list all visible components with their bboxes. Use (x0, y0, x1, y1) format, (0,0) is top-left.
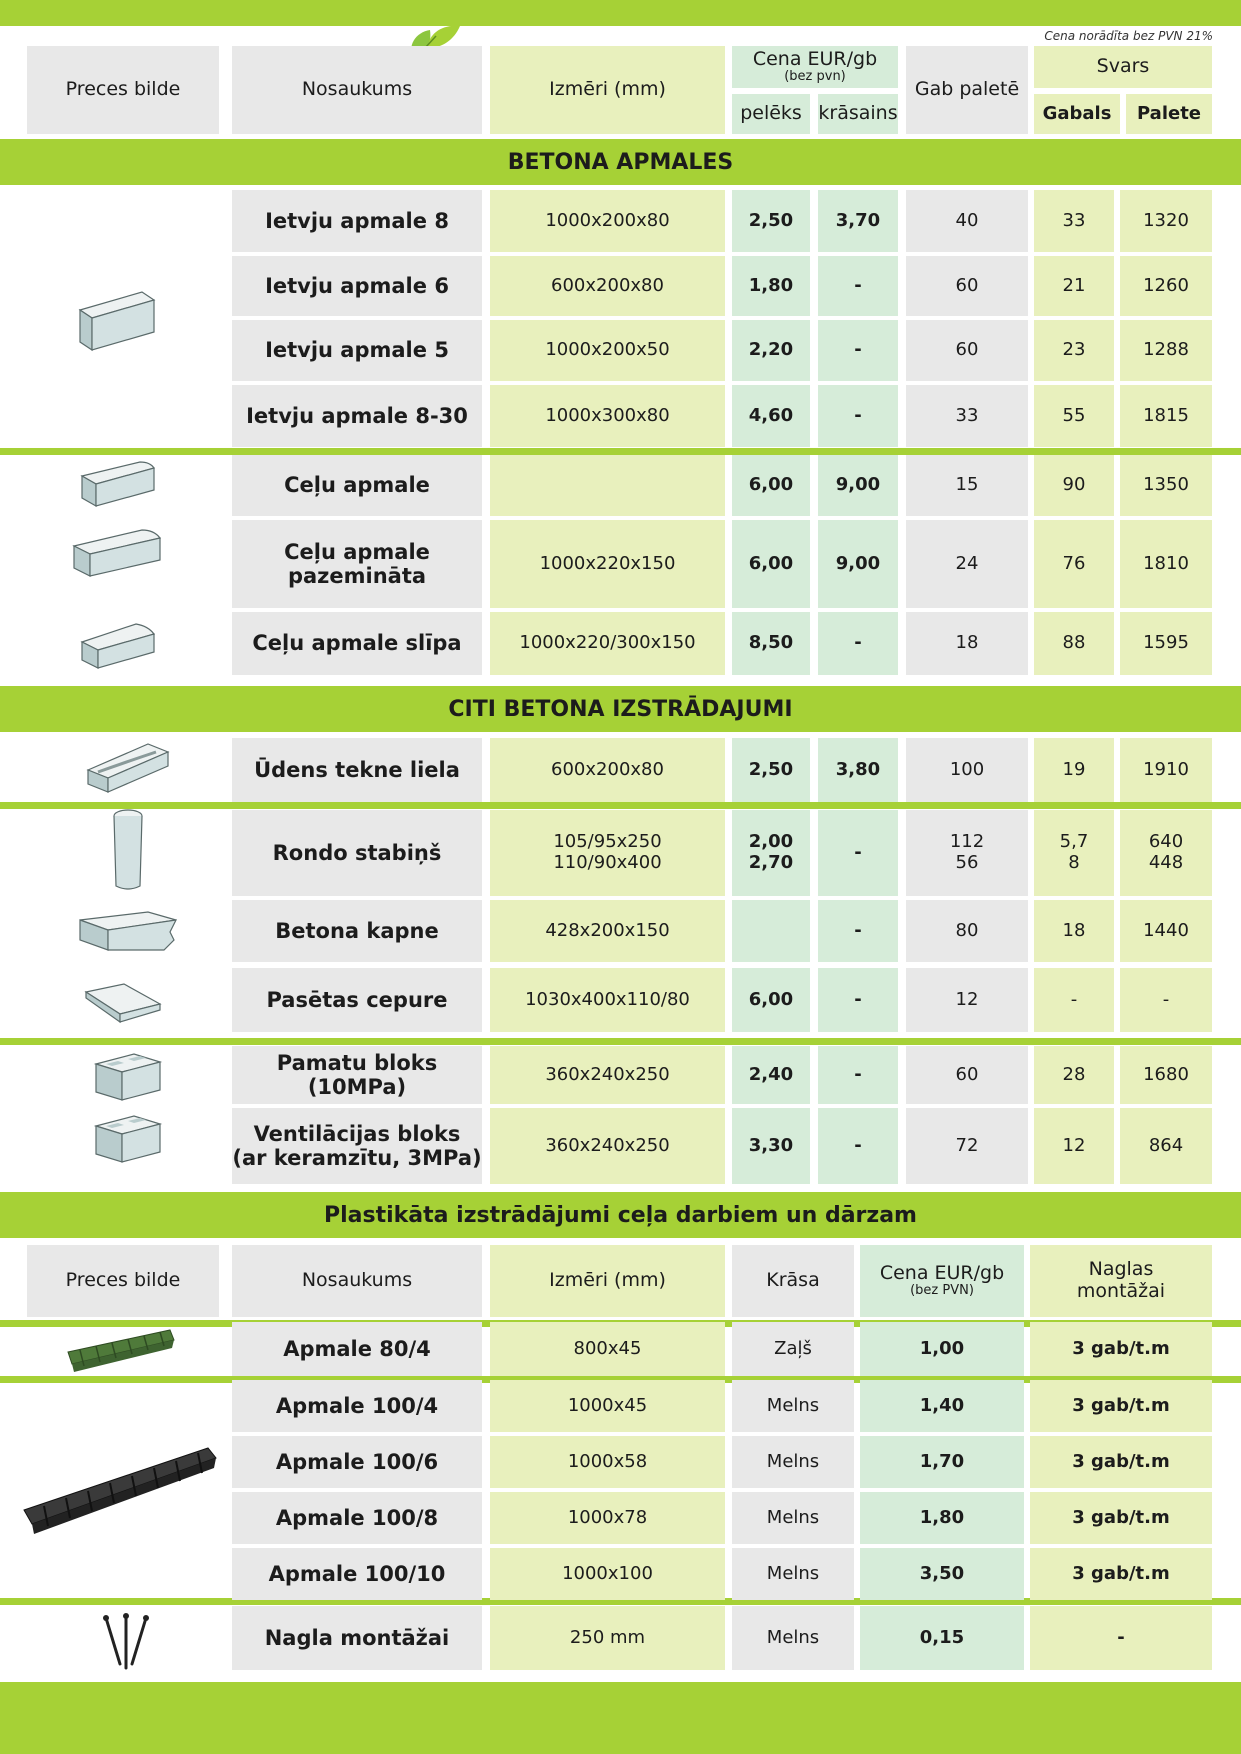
row-color-cell: 3,70 (818, 190, 898, 252)
row-name-cell: Betona kapne (232, 900, 482, 962)
black-edging-image (22, 1440, 218, 1536)
nail-image (98, 1612, 154, 1670)
row2-price-cell: 3,50 (860, 1548, 1024, 1600)
row2-price-cell: 1,80 (860, 1492, 1024, 1544)
row-name-cell: Rondo stabiņš (232, 810, 482, 896)
row-piece-cell: 28 (1034, 1046, 1114, 1104)
row-grey-cell: 8,50 (732, 612, 810, 675)
group-separator (0, 448, 1241, 455)
row-piece-cell: 76 (1034, 520, 1114, 608)
row-name-cell: Ietvju apmale 8 (232, 190, 482, 252)
header2-image: Preces bilde (27, 1245, 219, 1317)
row-pal-cell: 1910 (1120, 738, 1212, 802)
row2-size-cell: 1000x45 (490, 1380, 725, 1432)
row-piece-cell: 90 (1034, 455, 1114, 516)
row-name-cell: Ventilācijas bloks (ar keramzītu, 3MPa) (232, 1108, 482, 1184)
header2-price-sub: (bez PVN) (910, 1283, 974, 1299)
row-size-cell (490, 455, 725, 516)
row-size-cell: 1000x200x50 (490, 320, 725, 381)
row-name-cell: Ūdens tekne liela (232, 738, 482, 802)
row-piece-cell: - (1034, 968, 1114, 1032)
row-grey-cell (732, 900, 810, 962)
road-curb-lowered-image (72, 526, 164, 578)
row-name-cell: Ceļu apmale slīpa (232, 612, 482, 675)
row2-name-cell: Apmale 100/10 (232, 1548, 482, 1600)
row-size-cell: 600x200x80 (490, 256, 725, 316)
row2-color-cell: Melns (732, 1492, 854, 1544)
road-curb-image (80, 458, 158, 508)
row2-color-cell: Melns (732, 1606, 854, 1670)
row-size-cell: 360x240x250 (490, 1046, 725, 1104)
row-name-cell: Pasētas cepure (232, 968, 482, 1032)
row-piece-cell: 23 (1034, 320, 1114, 381)
wall-cap-image (78, 910, 178, 964)
row-name-cell: Ietvju apmale 5 (232, 320, 482, 381)
header-grey: pelēks (732, 94, 810, 134)
header-weight: Svars (1034, 46, 1212, 88)
row-grey-cell: 2,40 (732, 1046, 810, 1104)
row-color-cell: 3,80 (818, 738, 898, 802)
row-pallet-cell: 12 (906, 968, 1028, 1032)
row-size-cell: 1000x300x80 (490, 385, 725, 447)
row-size-cell: 428x200x150 (490, 900, 725, 962)
ventilation-block-image (94, 1112, 162, 1164)
row-pallet-cell: 33 (906, 385, 1028, 447)
header2-name: Nosaukums (232, 1245, 482, 1317)
section-title: CITI BETONA IZSTRĀDAJUMI (0, 686, 1241, 732)
bottom-band (0, 1682, 1241, 1754)
row-pallet-cell: 100 (906, 738, 1028, 802)
green-edging-image (66, 1326, 178, 1374)
header-weight-piece: Gabals (1034, 94, 1120, 134)
row2-nails-cell: 3 gab/t.m (1030, 1492, 1212, 1544)
row-pal-cell: 1810 (1120, 520, 1212, 608)
row-name-cell: Ietvju apmale 6 (232, 256, 482, 316)
row2-nails-cell: 3 gab/t.m (1030, 1380, 1212, 1432)
row2-color-cell: Zaļš (732, 1322, 854, 1376)
row2-price-cell: 1,40 (860, 1380, 1024, 1432)
row2-price-cell: 0,15 (860, 1606, 1024, 1670)
row-pal-cell: 1595 (1120, 612, 1212, 675)
section-title: Plastikāta izstrādājumi ceļa darbiem un dārzam (0, 1192, 1241, 1238)
row-pal-cell: 864 (1120, 1108, 1212, 1184)
row2-size-cell: 1000x78 (490, 1492, 725, 1544)
row-color-cell: 9,00 (818, 455, 898, 516)
row-pallet-cell: 24 (906, 520, 1028, 608)
row2-price-cell: 1,00 (860, 1322, 1024, 1376)
row-color-cell: - (818, 385, 898, 447)
row-name-cell: Ceļu apmale (232, 455, 482, 516)
row2-price-cell: 1,70 (860, 1436, 1024, 1488)
row-piece-cell: 12 (1034, 1108, 1114, 1184)
header2-price-label: Cena EUR/gb (879, 1261, 1005, 1284)
header2-price (860, 1245, 1024, 1317)
header2-size: Izmēri (mm) (490, 1245, 725, 1317)
header-price-sub: (bez pvn) (784, 69, 846, 85)
row-size-cell: 1000x220/300x150 (490, 612, 725, 675)
row-piece-cell: 33 (1034, 190, 1114, 252)
bollard-image (110, 806, 146, 892)
row-grey-cell: 2,00 2,70 (732, 810, 810, 896)
header-image: Preces bilde (27, 46, 219, 134)
row2-color-cell: Melns (732, 1380, 854, 1432)
row-name-cell: Pamatu bloks (10MPa) (232, 1046, 482, 1104)
row-grey-cell: 3,30 (732, 1108, 810, 1184)
row-color-cell: - (818, 900, 898, 962)
row2-nails-cell: - (1030, 1606, 1212, 1670)
header-name: Nosaukums (232, 46, 482, 134)
curb-stone-image (78, 288, 158, 352)
row-pal-cell: 1320 (1120, 190, 1212, 252)
row-size-cell: 600x200x80 (490, 738, 725, 802)
row-pal-cell: 640 448 (1120, 810, 1212, 896)
row-name-cell: Ietvju apmale 8-30 (232, 385, 482, 447)
row-size-cell: 1000x200x80 (490, 190, 725, 252)
pillar-cap-image (84, 982, 162, 1024)
row2-name-cell: Nagla montāžai (232, 1606, 482, 1670)
row-pal-cell: 1440 (1120, 900, 1212, 962)
row-pal-cell: - (1120, 968, 1212, 1032)
row-color-cell: - (818, 256, 898, 316)
row2-color-cell: Melns (732, 1548, 854, 1600)
row-piece-cell: 19 (1034, 738, 1114, 802)
row-grey-cell: 6,00 (732, 520, 810, 608)
row2-size-cell: 1000x100 (490, 1548, 725, 1600)
road-curb-sloped-image (80, 620, 158, 670)
row2-name-cell: Apmale 100/4 (232, 1380, 482, 1432)
row-pallet-cell: 112 56 (906, 810, 1028, 896)
row-pal-cell: 1288 (1120, 320, 1212, 381)
header-color: krāsains (818, 94, 898, 134)
row2-name-cell: Apmale 100/6 (232, 1436, 482, 1488)
row-pallet-cell: 60 (906, 256, 1028, 316)
row-grey-cell: 6,00 (732, 968, 810, 1032)
row2-name-cell: Apmale 100/8 (232, 1492, 482, 1544)
row-pal-cell: 1260 (1120, 256, 1212, 316)
row-size-cell: 105/95x250 110/90x400 (490, 810, 725, 896)
water-gutter-image (86, 740, 170, 796)
header2-color: Krāsa (732, 1245, 854, 1317)
row2-name-cell: Apmale 80/4 (232, 1322, 482, 1376)
row-pallet-cell: 40 (906, 190, 1028, 252)
section-title: BETONA APMALES (0, 139, 1241, 185)
row-color-cell: - (818, 1108, 898, 1184)
row-piece-cell: 88 (1034, 612, 1114, 675)
row-pallet-cell: 72 (906, 1108, 1028, 1184)
vat-note: Cena norādīta bez PVN 21% (1044, 29, 1213, 43)
row-pal-cell: 1815 (1120, 385, 1212, 447)
row-grey-cell: 2,50 (732, 190, 810, 252)
row-grey-cell: 4,60 (732, 385, 810, 447)
row-name-cell: Ceļu apmale pazemināta (232, 520, 482, 608)
row2-size-cell: 1000x58 (490, 1436, 725, 1488)
row-piece-cell: 5,7 8 (1034, 810, 1114, 896)
group-separator (0, 1038, 1241, 1045)
row-color-cell: - (818, 968, 898, 1032)
row-grey-cell: 2,50 (732, 738, 810, 802)
row-size-cell: 1000x220x150 (490, 520, 725, 608)
row-piece-cell: 21 (1034, 256, 1114, 316)
row-grey-cell: 6,00 (732, 455, 810, 516)
row2-nails-cell: 3 gab/t.m (1030, 1548, 1212, 1600)
row-pallet-cell: 80 (906, 900, 1028, 962)
row-piece-cell: 18 (1034, 900, 1114, 962)
row-color-cell: - (818, 320, 898, 381)
row-pallet-cell: 60 (906, 320, 1028, 381)
header-weight-pallet: Palete (1126, 94, 1212, 134)
row-pal-cell: 1350 (1120, 455, 1212, 516)
row-color-cell: 9,00 (818, 520, 898, 608)
row-grey-cell: 2,20 (732, 320, 810, 381)
header-price (732, 46, 898, 88)
row-color-cell: - (818, 612, 898, 675)
row-color-cell: - (818, 1046, 898, 1104)
header-price-label: Cena EUR/gb (752, 47, 878, 70)
row2-color-cell: Melns (732, 1436, 854, 1488)
foundation-block-image (94, 1050, 162, 1102)
top-band (0, 0, 1241, 26)
header2-nails: Naglas montāžai (1030, 1245, 1212, 1317)
row-grey-cell: 1,80 (732, 256, 810, 316)
header-pallet: Gab paletē (906, 46, 1028, 134)
row-size-cell: 1030x400x110/80 (490, 968, 725, 1032)
row-piece-cell: 55 (1034, 385, 1114, 447)
header-size: Izmēri (mm) (490, 46, 725, 134)
row2-nails-cell: 3 gab/t.m (1030, 1322, 1212, 1376)
row-pallet-cell: 15 (906, 455, 1028, 516)
row2-size-cell: 800x45 (490, 1322, 725, 1376)
row-color-cell: - (818, 810, 898, 896)
row-pallet-cell: 60 (906, 1046, 1028, 1104)
group-separator (0, 802, 1241, 809)
row2-size-cell: 250 mm (490, 1606, 725, 1670)
row-pallet-cell: 18 (906, 612, 1028, 675)
row-size-cell: 360x240x250 (490, 1108, 725, 1184)
row-pal-cell: 1680 (1120, 1046, 1212, 1104)
row2-nails-cell: 3 gab/t.m (1030, 1436, 1212, 1488)
